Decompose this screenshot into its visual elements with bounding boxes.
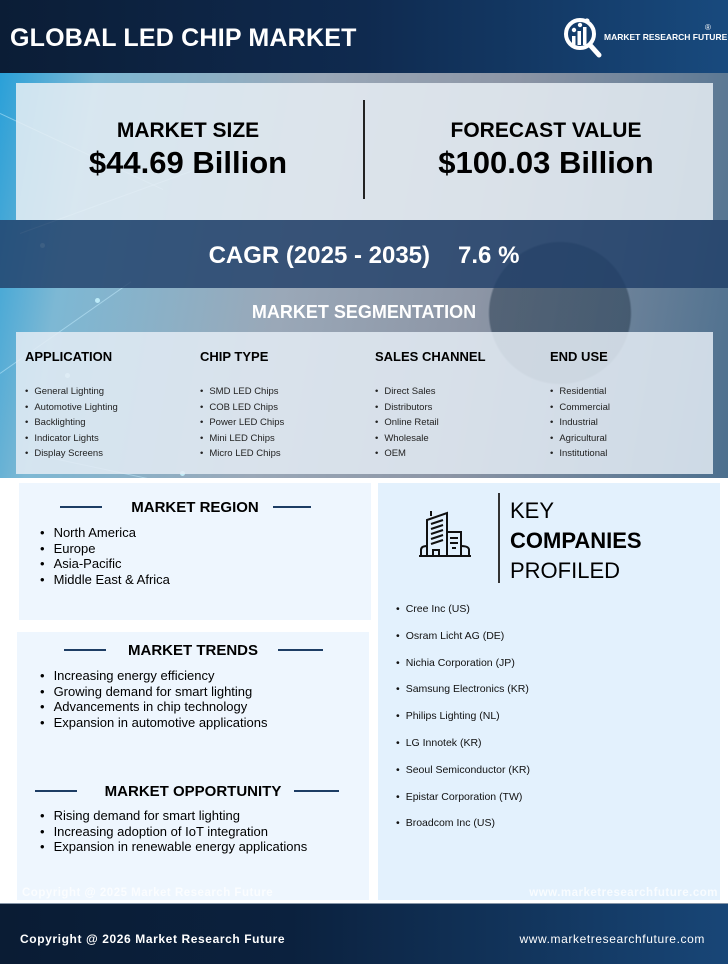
- companies-list: [396, 601, 530, 842]
- hero-section: [0, 73, 728, 478]
- footer-website-link[interactable]: www.marketresearchfuture.com: [519, 932, 705, 946]
- segment-item: • General Lighting: [25, 384, 118, 400]
- trends-list: [40, 668, 267, 730]
- segment-item: • Display Screens: [25, 446, 118, 462]
- trend-item: • Increasing energy efficiency: [40, 668, 267, 684]
- footer-bar: [0, 903, 728, 964]
- company-item: • Osram Licht AG (DE): [396, 628, 530, 655]
- segment-item: • Distributors: [375, 400, 486, 416]
- header-bar: [0, 0, 728, 73]
- region-item: • Asia-Pacific: [40, 556, 170, 572]
- market-size-panel: [16, 83, 713, 220]
- segment-item: • OEM: [375, 446, 486, 462]
- segment-heading: END USE: [550, 349, 608, 364]
- segment-item: • Wholesale: [375, 431, 486, 447]
- brand-logo[interactable]: [562, 16, 728, 58]
- segment-item: • Industrial: [550, 415, 610, 431]
- logo-magnifier-chart-icon: [562, 16, 602, 58]
- segment-item: • Power LED Chips: [200, 415, 284, 431]
- market-size-stat: [18, 119, 358, 181]
- segment-item: • SMD LED Chips: [200, 384, 284, 400]
- trend-item: • Growing demand for smart lighting: [40, 684, 267, 700]
- segment-heading: CHIP TYPE: [200, 349, 269, 364]
- opportunity-item: • Increasing adoption of IoT integration: [40, 824, 307, 840]
- segment-item: • Indicator Lights: [25, 431, 118, 447]
- forecast-label: FORECAST VALUE: [450, 119, 642, 142]
- company-item: • Samsung Electronics (KR): [396, 681, 530, 708]
- segment-item: • Online Retail: [375, 415, 486, 431]
- segment-application: [25, 349, 118, 462]
- company-item: • Nichia Corporation (JP): [396, 655, 530, 682]
- heading-line-right: [278, 649, 323, 651]
- company-item: • Broadcom Inc (US): [396, 815, 530, 842]
- company-item: • Seoul Semiconductor (KR): [396, 762, 530, 789]
- segment-heading: APPLICATION: [25, 349, 113, 364]
- forecast-value: $100.03 Billion: [438, 145, 654, 180]
- segment-heading: SALES CHANNEL: [375, 349, 486, 364]
- footer-copyright: Copyright @ 2026 Market Research Future: [20, 932, 286, 946]
- segment-item: • Automotive Lighting: [25, 400, 118, 416]
- segment-item: • Residential: [550, 384, 610, 400]
- region-item: • Middle East & Africa: [40, 572, 170, 588]
- profiled-label: PROFILED: [510, 558, 621, 583]
- segment-item: • Agricultural: [550, 431, 610, 447]
- key-companies-title: [510, 496, 642, 586]
- heading-line-right: [294, 790, 339, 792]
- market-region-title: MARKET REGION: [131, 499, 259, 516]
- opportunity-item: • Expansion in renewable energy applications: [40, 839, 307, 855]
- market-size-value: $44.69 Billion: [88, 145, 288, 180]
- market-trends-title: MARKET TRENDS: [128, 642, 258, 659]
- region-item: • North America: [40, 525, 170, 541]
- market-trends-panel: [17, 632, 369, 900]
- segment-item: • Institutional: [550, 446, 610, 462]
- segment-item: • Direct Sales: [375, 384, 486, 400]
- company-item: • LG Innotek (KR): [396, 735, 530, 762]
- segment-item: • Backlighting: [25, 415, 118, 431]
- cagr-text: [0, 242, 728, 270]
- company-item: • Epistar Corporation (TW): [396, 789, 530, 816]
- segment-end-use: [550, 349, 610, 462]
- trend-item: • Expansion in automotive applications: [40, 715, 267, 731]
- segment-item: • COB LED Chips: [200, 400, 284, 416]
- key-companies-panel: [378, 483, 720, 900]
- company-item: • Philips Lighting (NL): [396, 708, 530, 735]
- cagr-band: [0, 220, 728, 288]
- opportunity-list: [40, 808, 307, 855]
- segmentation-panel: [16, 332, 713, 474]
- cagr-value: 7.6 %: [458, 242, 520, 269]
- logo-text: MARKET RESEARCH FUTURE: [604, 32, 728, 42]
- segment-item: • Micro LED Chips: [200, 446, 284, 462]
- trend-item: • Advancements in chip technology: [40, 699, 267, 715]
- cagr-label: CAGR (2025 - 2035): [208, 242, 431, 269]
- region-list: [40, 525, 170, 587]
- market-opportunity-title: MARKET OPPORTUNITY: [104, 783, 282, 800]
- stat-divider: [363, 100, 365, 199]
- companies-divider: [498, 493, 500, 583]
- segment-item: • Commercial: [550, 400, 610, 416]
- opportunity-item: • Rising demand for smart lighting: [40, 808, 307, 824]
- market-region-panel: [19, 483, 371, 620]
- company-item: • Cree Inc (US): [396, 601, 530, 628]
- companies-label: COMPANIES: [510, 528, 642, 553]
- segment-sales-channel: [375, 349, 486, 462]
- segment-item: • Mini LED Chips: [200, 431, 284, 447]
- watermark-website: www.marketresearchfuture.com: [529, 887, 718, 899]
- page-title: GLOBAL LED CHIP MARKET: [10, 24, 357, 52]
- forecast-value-stat: [376, 119, 716, 181]
- segment-chip-type: [200, 349, 284, 462]
- region-item: • Europe: [40, 541, 170, 557]
- market-size-label: MARKET SIZE: [116, 119, 260, 142]
- registered-mark: ®: [705, 23, 711, 32]
- segmentation-title: MARKET SEGMENTATION: [251, 302, 477, 322]
- building-icon: [419, 510, 471, 560]
- key-label: KEY: [510, 498, 555, 523]
- watermark-copyright: Copyright @ 2025 Market Research Future: [22, 887, 274, 899]
- heading-line-right: [273, 506, 311, 508]
